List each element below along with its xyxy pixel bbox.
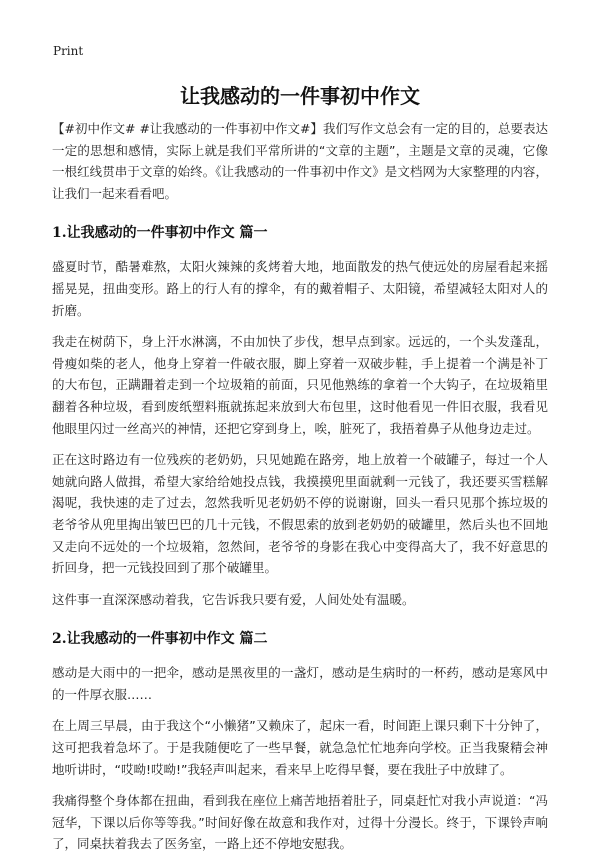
page-title: 让我感动的一件事初中作文 <box>180 84 420 108</box>
print-link[interactable]: Print <box>53 44 84 58</box>
section-heading: 2.让我感动的一件事初中作文 篇二 <box>52 631 268 648</box>
paragraph: 我痛得整个身体都在扭曲，看到我在座位上痛苦地捂着肚子，同桌赶忙对我小声说道：“冯冠华，下课以后你等等我。”时间好像在故意和我作对，过得十分漫长。终于，下课铃声响了，同桌扶着我去了医务室，一路上还不停地安慰我。 <box>52 793 548 852</box>
paragraph: 在上周三早晨，由于我这个“小懒猪”又赖床了，起床一看，时间距上课只剩下十分钟了，这可把我着急坏了。于是我随便吃了一些早餐，就急急忙忙地奔向学校。正当我聚精会神地听讲时，“哎呦!哎呦!”我轻声叫起来，看来早上吃得早餐，要在我肚子中放肆了。 <box>52 718 548 777</box>
section-heading: 1.让我感动的一件事初中作文 篇一 <box>52 225 268 242</box>
paragraph: 这件事一直深深感动着我，它告诉我只要有爱，人间处处有温暖。 <box>52 591 415 607</box>
intro-paragraph: 【#初中作文# #让我感动的一件事初中作文#】我们写作文总会有一定的目的，总要表达一定的思想和感情，实际上就是我们平常所讲的“文章的主题”，主题是文章的灵魂，它像一根红线贯串于文章的始终。《让我感动的一件事初中作文》是文档网为大家整理的内容，让我们一起来看看吧。 <box>52 121 548 201</box>
paragraph: 盛夏时节，酷暑难熬，太阳火辣辣的炙烤着大地，地面散发的热气使远处的房屋看起来摇摇晃晃，扭曲变形。路上的行人有的撑伞，有的戴着帽子、太阳镜，希望减轻太阳对人的折磨。 <box>52 259 548 318</box>
paragraph: 我走在树荫下，身上汗水淋漓，不由加快了步伐，想早点到家。远远的，一个头发蓬乱，骨瘦如柴的老人，他身上穿着一件破衣服，脚上穿着一双破步鞋，手上提着一个满是补丁的大布包，正蹒跚着走到一个垃圾箱的前面，只见他熟练的拿着一个大钩子，在垃圾箱里翻着各种垃圾，看到废纸塑料瓶就拣起来放到大布包里，这时他看见一件旧衣服，我看见他眼里闪过一丝高兴的神情，还把它穿到身上，唉，脏死了，我捂着鼻子从他身边走过。 <box>52 334 548 436</box>
paragraph: 感动是大雨中的一把伞，感动是黑夜里的一盏灯，感动是生病时的一杯药，感动是寒风中的一件厚衣服…… <box>52 665 548 702</box>
article-body <box>52 118 548 865</box>
paragraph: 正在这时路边有一位残疾的老奶奶，只见她跪在路旁，地上放着一个破罐子，每过一个人她就向路人做揖，希望大家给给她投点钱，我摸摸兜里面就剩一元钱了，我还要买雪糕解渴呢，我快速的走了过去，忽然我听见老奶奶不停的说谢谢，回头一看只见那个拣垃圾的老爷爷从兜里掏出皱巴巴的几十元钱，不假思索的放到老奶奶的破罐里，然后头也不回地又走向不远处的一个垃圾箱，忽然间，老爷爷的身影在我心中变得高大了，我不好意思的折回身，把一元钱投回到了那个破罐里。 <box>52 452 548 576</box>
